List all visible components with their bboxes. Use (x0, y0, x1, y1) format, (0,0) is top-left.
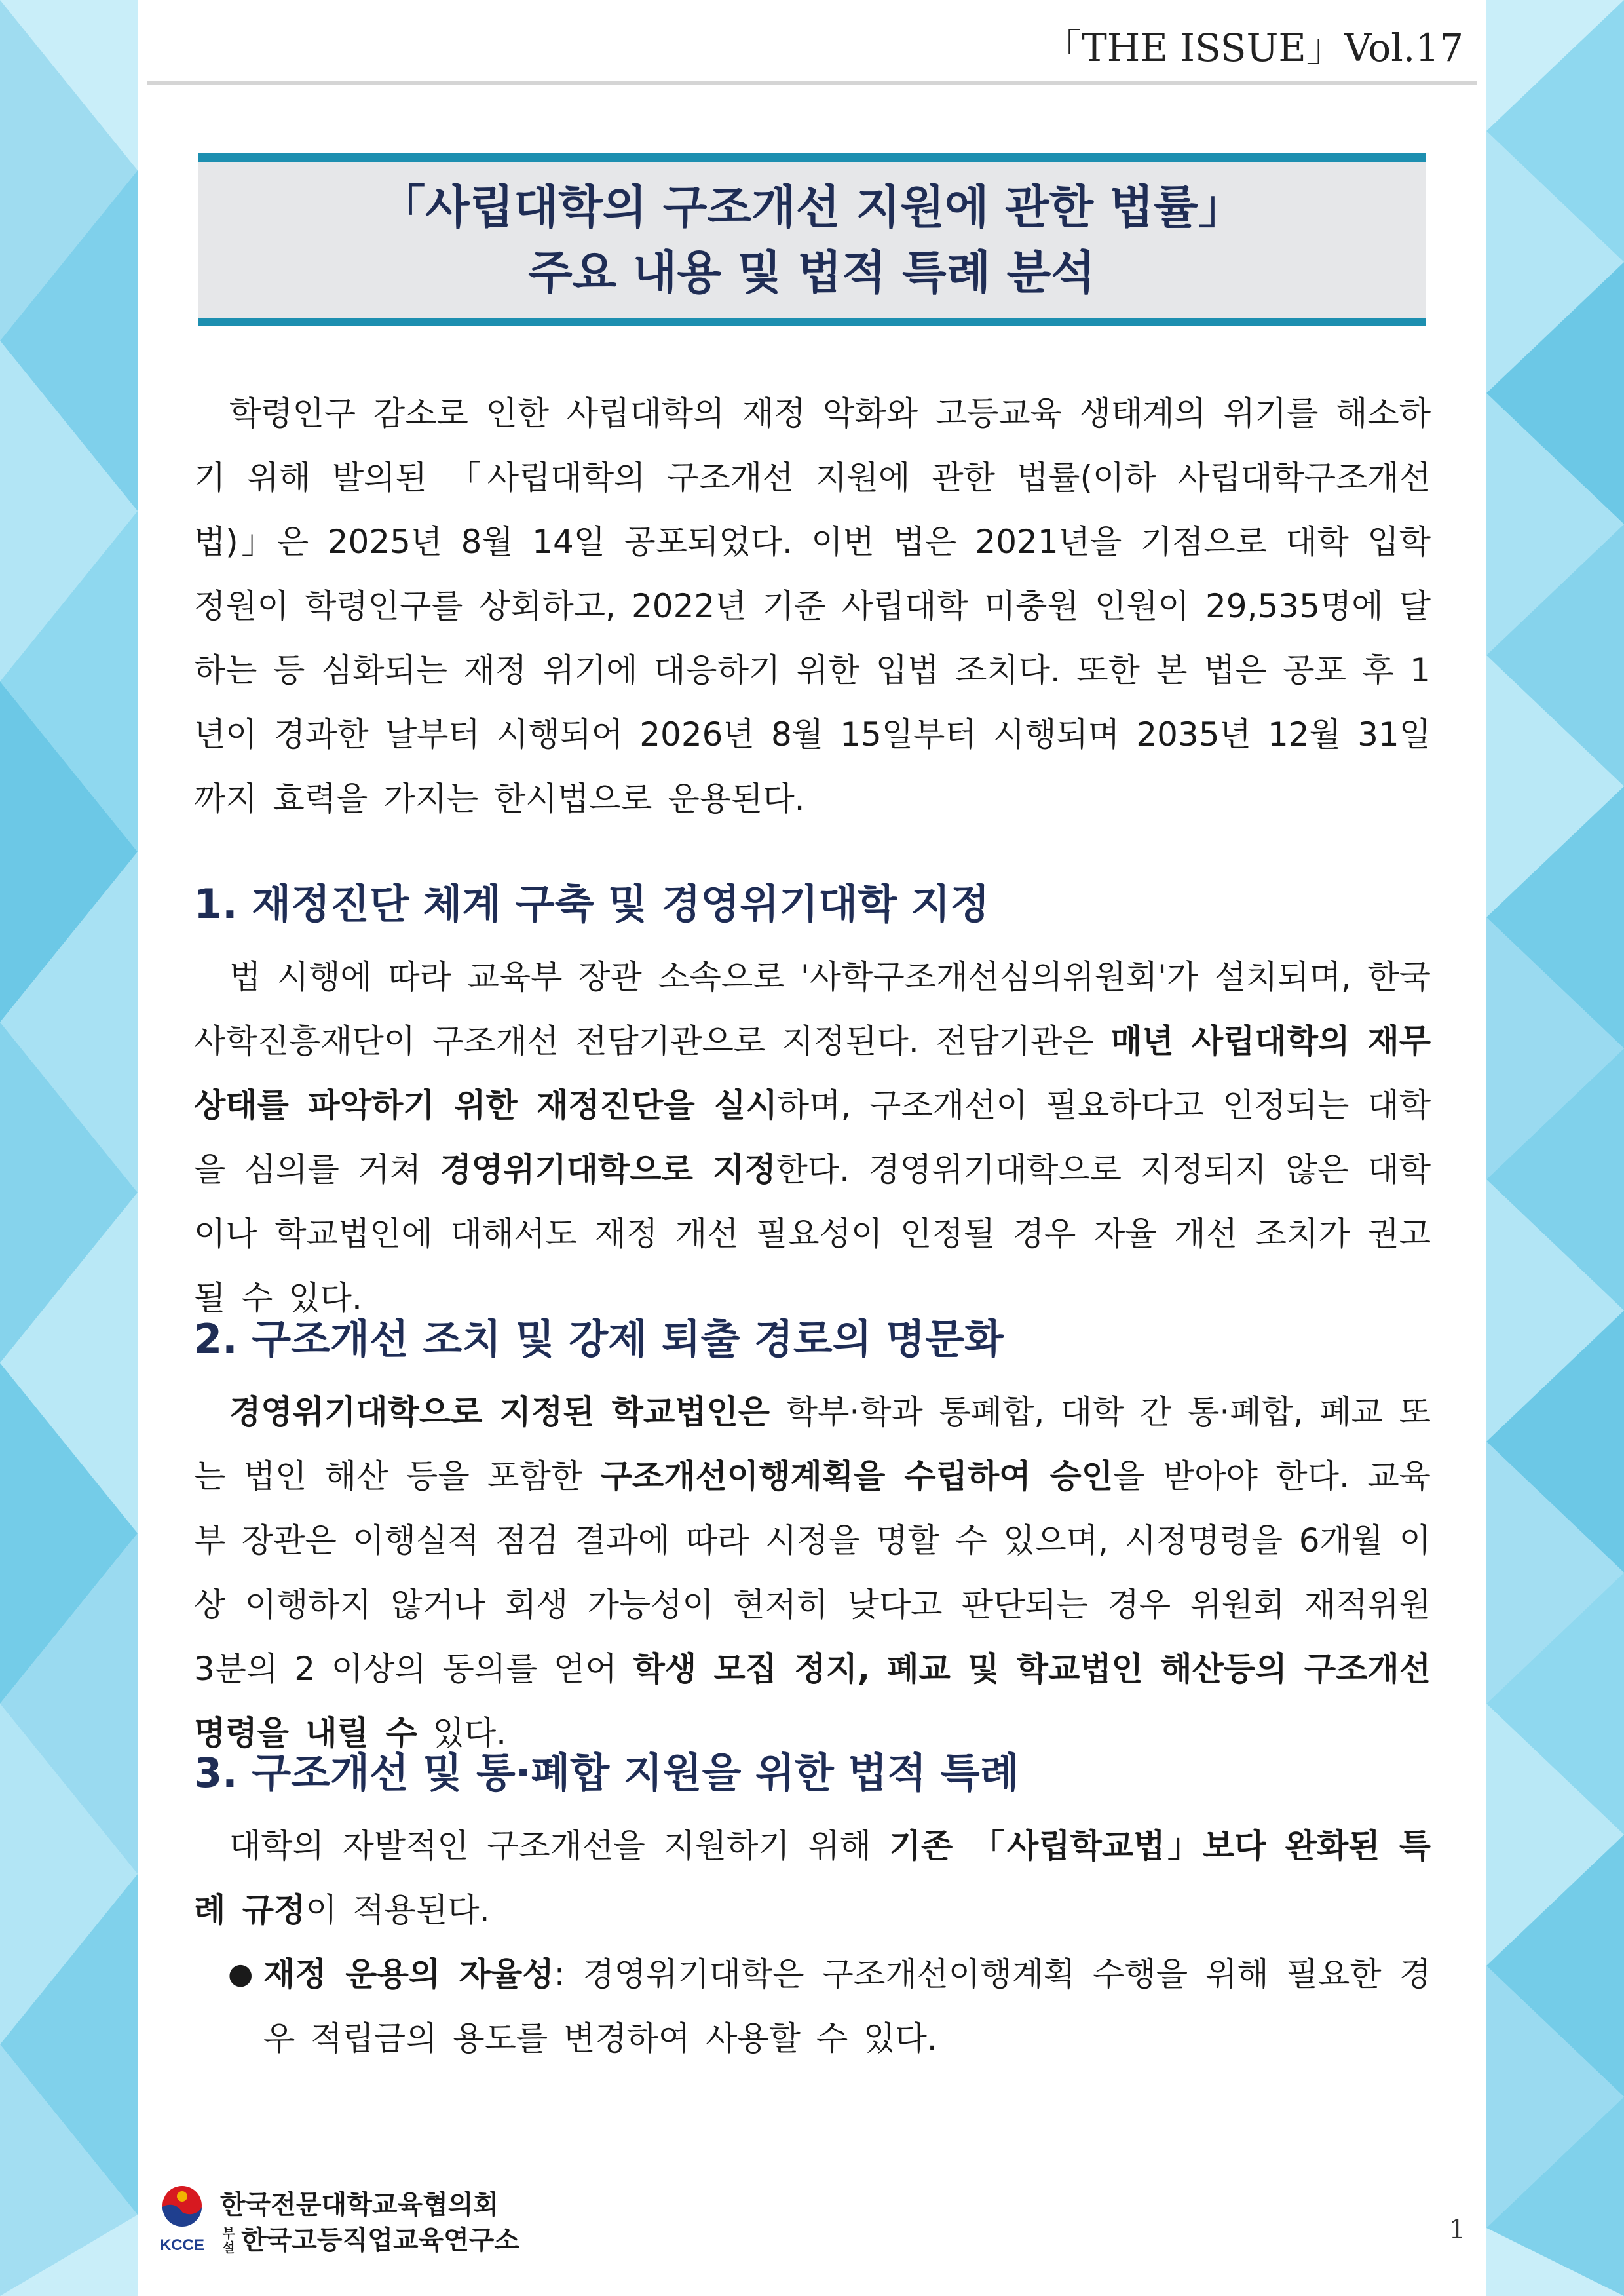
title-line-1: 「사립대학의 구조개선 지원에 관한 법률」 (379, 180, 1244, 234)
s1-text-1: 법 시행에 따라 교육부 장관 소속으로 '사학구조개선심의위원회'가 설치되며, 한국사학진흥재단이 구조개선 전담기관으로 지정된다. 전담기관은 (194, 958, 1431, 1060)
footer-org (220, 2187, 519, 2258)
s1-text-3: 한다. 경영위기대학으로 지정되지 않은 대학이나 학교법인에 대해서도 재정 개선 필요성이 인정될 경우 자율 개선 조치가 권고될 수 있다. (194, 1151, 1431, 1317)
org-sub-tag: 부설 (222, 2225, 235, 2255)
section-1-paragraph (194, 945, 1431, 1330)
s1-bold-2: 경영위기대학으로 지정 (440, 1151, 776, 1189)
left-pattern-border (0, 0, 138, 2296)
org-sub (220, 2223, 519, 2258)
section-3-body (194, 1814, 1431, 2071)
bullet-text-block (263, 1942, 1431, 2071)
s2-bold-3: 학생 모집 정지, 폐교 및 학교법인 해산등의 구조개선명령을 내릴 수 (194, 1650, 1431, 1752)
right-pattern-border (1486, 0, 1624, 2296)
s2-text-2: 을 받아야 한다. 교육부 장관은 이행실적 점검 결과에 따라 시정을 명할 수 있으며, 시정명령을 6개월 이상 이행하지 않거나 회생 가능성이 현저히 낮다고 판단되는 경우 위원회 재적위원 3분의 2 이상의 동의를 얻어 (194, 1457, 1431, 1688)
s1-text-2: 하며, 구조개선이 필요하다고 인정되는 대학을 심의를 거쳐 (194, 1086, 1431, 1189)
title-line-2: 주요 내용 및 법적 특례 분석 (528, 246, 1095, 299)
section-1-body (194, 945, 1431, 1330)
section-3-title: 3. 구조개선 및 통·폐합 지원을 위한 법적 특례 (194, 1749, 1019, 1797)
org-sub-name: 한국고등직업교육연구소 (241, 2225, 520, 2255)
title-box (198, 153, 1426, 326)
s2-text-1: 학부·학과 통폐합, 대학 간 통·폐합, 폐교 또는 법인 해산 등을 포함한 (194, 1393, 1431, 1495)
issue-header: 「THE ISSUE」Vol.17 (1044, 26, 1463, 70)
s3-text-2: 이 적용된다. (305, 1891, 490, 1929)
org-name: 한국전문대학교육협의회 (220, 2190, 499, 2220)
bullet-item (194, 1942, 1431, 2071)
bullet-description: : 경영위기대학은 구조개선이행계획 수행을 위해 필요한 경우 적립금의 용도를 변경하여 사용할 수 있다. (263, 1955, 1431, 2057)
section-2-body (194, 1380, 1431, 1765)
logo-text: KCCE (159, 2236, 205, 2254)
s2-bold-2: 구조개선이행계획을 수립하여 승인 (600, 1457, 1114, 1495)
page-number: 1 (1448, 2215, 1465, 2245)
s3-text-1: 대학의 자발적인 구조개선을 지원하기 위해 (229, 1827, 890, 1865)
header-divider (147, 81, 1477, 85)
s2-bold-1: 경영위기대학으로 지정된 학교법인은 (229, 1393, 770, 1431)
section-3-paragraph (194, 1814, 1431, 1942)
section-2-title: 2. 구조개선 조치 및 강제 퇴출 경로의 명문화 (194, 1315, 1004, 1363)
s2-text-3: 있다. (417, 1714, 507, 1752)
bullet-label: 재정 운용의 자율성 (263, 1955, 554, 1993)
s1-bold-1: 매년 사립대학의 재무 상태를 파악하기 위한 재정진단을 실시 (194, 1022, 1431, 1124)
intro-paragraph: 학령인구 감소로 인한 사립대학의 재정 악화와 고등교육 생태계의 위기를 해소하기 위해 발의된 「사립대학의 구조개선 지원에 관한 법률(이하 사립대학구조개선법)」은 2025년 8월 14일 공포되었다. 이번 법은 2021년을 기점으로 대학 입학 정원이 학령인구를 상회하고, 2022년 기준 사립대학 미충원 인원이 29,535명에 달하는 등 심화되는 재정 위기에 대응하기 위한 입법 조치다. 또한 본 법은 공포 후 1년이 경과한 날부터 시행되어 2026년 8월 15일부터 시행되며 2035년 12월 31일까지 효력을 가지는 한시법으로 운용된다. (194, 394, 1431, 818)
kcce-logo (155, 2182, 214, 2254)
section-2-paragraph (194, 1380, 1431, 1765)
section-1-title: 1. 재정진단 체계 구축 및 경영위기대학 지정 (194, 880, 990, 928)
bullet-icon: ● (228, 1957, 254, 1991)
intro-block (194, 381, 1431, 831)
s3-bold-1: 기존 「사립학교법」보다 완화된 특례 규정 (194, 1827, 1431, 1929)
